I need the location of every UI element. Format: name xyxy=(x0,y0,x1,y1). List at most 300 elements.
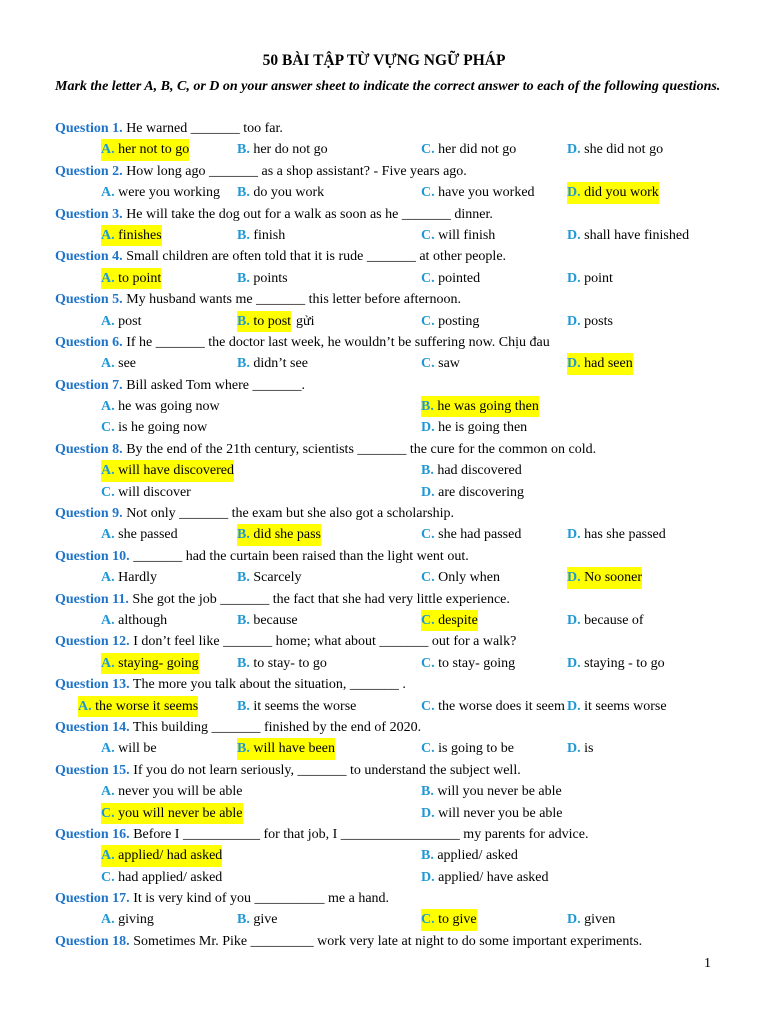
option-text: points xyxy=(249,270,288,286)
answer-option[interactable] xyxy=(237,311,291,332)
answer-option[interactable] xyxy=(237,610,298,631)
answer-option[interactable] xyxy=(101,311,141,332)
option-text: although xyxy=(114,612,168,628)
answer-option[interactable] xyxy=(237,139,328,160)
question-stem xyxy=(55,888,389,909)
question-line xyxy=(0,631,768,652)
option-letter: A. xyxy=(78,698,92,714)
question-text: She got the job _______ the fact that she had very little experience. xyxy=(128,591,510,607)
answer-option[interactable] xyxy=(567,139,663,160)
options-line xyxy=(0,653,768,674)
option-text: did she pass xyxy=(249,527,322,543)
answer-option[interactable] xyxy=(421,311,479,332)
answer-option[interactable] xyxy=(101,781,243,802)
answer-option[interactable] xyxy=(101,610,167,631)
option-letter: D. xyxy=(567,270,581,286)
option-text: she had passed xyxy=(434,527,522,543)
answer-option[interactable] xyxy=(421,225,495,246)
option-text: point xyxy=(580,270,613,286)
question-line xyxy=(0,717,768,738)
question-stem xyxy=(55,631,516,652)
options-line xyxy=(0,482,768,503)
question-stem xyxy=(55,824,588,845)
answer-option[interactable] xyxy=(237,567,302,588)
question-line xyxy=(0,375,768,396)
option-text: will never you be able xyxy=(434,805,563,821)
instructions: Mark the letter A, B, C, or D on your answer sheet to indicate the correct answer to each of the following questions. xyxy=(55,79,721,94)
question-label: Question 10. xyxy=(55,548,130,564)
answer-option[interactable] xyxy=(101,867,222,888)
answer-option[interactable] xyxy=(421,417,527,438)
answer-option[interactable] xyxy=(567,311,613,332)
option-letter: C. xyxy=(101,484,115,500)
option-text: post xyxy=(114,313,142,329)
answer-option[interactable] xyxy=(421,653,515,674)
option-letter: A. xyxy=(101,784,115,800)
question-text: He warned _______ too far. xyxy=(122,121,283,136)
question-line xyxy=(0,760,768,781)
option-letter: B. xyxy=(237,227,250,243)
question-line xyxy=(0,246,768,267)
question-text: By the end of the 21th century, scientists _______ the cure for the common on cold. xyxy=(122,441,597,457)
answer-option[interactable] xyxy=(101,353,136,374)
answer-option[interactable] xyxy=(567,909,615,930)
option-letter: A. xyxy=(101,313,115,329)
option-letter: A. xyxy=(101,741,115,757)
question-line xyxy=(0,931,768,952)
option-text: give xyxy=(249,912,278,928)
option-letter: C. xyxy=(421,612,435,628)
question-label: Question 3. xyxy=(55,206,123,222)
option-letter: C. xyxy=(101,869,115,885)
question-stem xyxy=(55,332,550,353)
answer-option[interactable] xyxy=(567,524,666,545)
option-text: staying- going xyxy=(114,655,199,671)
options-line xyxy=(0,182,768,203)
question-text: I don’t feel like _______ home; what about _______ out for a walk? xyxy=(129,634,517,650)
answer-option[interactable] xyxy=(421,867,549,888)
answer-option[interactable] xyxy=(101,182,220,203)
answer-option[interactable] xyxy=(101,225,162,246)
question-stem xyxy=(55,289,461,310)
option-text: applied/ had asked xyxy=(114,848,223,864)
answer-option[interactable] xyxy=(421,845,518,866)
option-text: will you never be able xyxy=(433,784,562,800)
option-letter: C. xyxy=(421,912,435,928)
options-line xyxy=(0,268,768,289)
question-text: How long ago _______ as a shop assistant? - Five years ago. xyxy=(122,163,467,179)
question-stem xyxy=(55,161,467,182)
option-text: applied/ asked xyxy=(433,848,518,864)
answer-option[interactable] xyxy=(101,653,199,674)
option-letter: A. xyxy=(101,570,115,586)
question-text: Bill asked Tom where _______. xyxy=(122,377,305,393)
option-text: her not to go xyxy=(114,142,190,158)
option-letter: D. xyxy=(421,484,435,500)
option-text: to point xyxy=(114,270,162,286)
option-text: Scarcely xyxy=(249,570,302,586)
option-text: had discovered xyxy=(433,463,522,479)
answer-option[interactable] xyxy=(567,268,613,289)
options-line xyxy=(0,803,768,824)
answer-option[interactable] xyxy=(421,353,460,374)
options-line xyxy=(0,417,768,438)
answer-option[interactable] xyxy=(421,567,500,588)
answer-option[interactable] xyxy=(101,845,222,866)
question-label: Question 9. xyxy=(55,506,123,522)
options-line xyxy=(0,738,768,759)
option-text: have you worked xyxy=(434,185,535,201)
question-label: Question 14. xyxy=(55,719,130,735)
option-letter: D. xyxy=(421,869,435,885)
option-letter: D. xyxy=(567,655,581,671)
answer-option[interactable] xyxy=(237,738,335,759)
option-text: will discover xyxy=(114,484,191,500)
option-letter: D. xyxy=(421,805,435,821)
answer-option[interactable] xyxy=(78,696,198,717)
option-text: are discovering xyxy=(434,484,525,500)
option-text: will be xyxy=(114,741,157,757)
answer-option[interactable] xyxy=(237,225,285,246)
option-letter: A. xyxy=(101,463,115,479)
option-text: Only when xyxy=(434,570,500,586)
option-letter: D. xyxy=(567,527,581,543)
option-letter: B. xyxy=(237,313,250,329)
answer-option[interactable] xyxy=(567,738,593,759)
option-text: posting xyxy=(434,313,480,329)
option-text: to stay- going xyxy=(434,655,516,671)
answer-option[interactable] xyxy=(237,524,321,545)
question-stem xyxy=(55,546,469,567)
option-letter: B. xyxy=(237,698,250,714)
answer-option[interactable] xyxy=(567,353,633,374)
option-text: giving xyxy=(114,912,154,928)
option-text: applied/ have asked xyxy=(434,869,549,885)
question-stem xyxy=(55,375,305,396)
option-text: her did not go xyxy=(434,142,517,158)
question-line xyxy=(0,503,768,524)
answer-option[interactable] xyxy=(101,738,157,759)
answer-option[interactable] xyxy=(421,909,477,930)
options-line xyxy=(0,867,768,888)
question-stem xyxy=(55,246,506,267)
options-line xyxy=(0,696,768,717)
answer-option[interactable] xyxy=(421,696,565,717)
option-letter: C. xyxy=(421,655,435,671)
option-text: had applied/ asked xyxy=(114,869,223,885)
question-line xyxy=(0,439,768,460)
question-stem xyxy=(55,589,510,610)
answer-option[interactable] xyxy=(567,182,659,203)
question-stem xyxy=(55,717,421,738)
question-label: Question 18. xyxy=(55,933,130,949)
option-text: Hardly xyxy=(114,570,158,586)
answer-option[interactable] xyxy=(421,460,522,481)
option-letter: A. xyxy=(101,227,115,243)
options-line xyxy=(0,524,768,545)
question-label: Question 5. xyxy=(55,292,123,308)
answer-option[interactable] xyxy=(567,567,642,588)
question-line xyxy=(0,332,768,353)
option-letter: B. xyxy=(237,655,250,671)
option-letter: D. xyxy=(421,420,435,436)
option-text: because of xyxy=(580,612,644,628)
option-text: had seen xyxy=(580,356,633,372)
answer-option[interactable] xyxy=(567,696,667,717)
option-letter: D. xyxy=(567,227,581,243)
question-label: Question 15. xyxy=(55,762,130,778)
question-text: If he _______ the doctor last week, he wouldn’t be suffering now. Chịu đau xyxy=(122,334,550,350)
answer-option[interactable] xyxy=(567,610,644,631)
option-text: to post xyxy=(249,313,292,329)
option-text: it seems the worse xyxy=(249,698,357,714)
question-stem xyxy=(55,439,596,460)
answer-option[interactable] xyxy=(101,460,234,481)
option-letter: C. xyxy=(101,805,115,821)
option-text: never you will be able xyxy=(114,784,243,800)
question-label: Question 6. xyxy=(55,334,123,350)
options-line xyxy=(0,909,768,930)
question-text: He will take the dog out for a walk as soon as he _______ dinner. xyxy=(122,206,493,222)
option-text: he was going then xyxy=(433,399,539,415)
option-letter: C. xyxy=(421,313,435,329)
answer-option[interactable] xyxy=(421,524,521,545)
option-text: she did not go xyxy=(580,142,664,158)
options-line xyxy=(0,845,768,866)
option-note: gửi xyxy=(296,313,315,329)
option-letter: D. xyxy=(567,356,581,372)
option-text: do you work xyxy=(249,185,325,201)
option-letter: D. xyxy=(567,313,581,329)
question-text: It is very kind of you __________ me a hand. xyxy=(129,891,390,907)
question-line xyxy=(0,546,768,567)
option-letter: B. xyxy=(237,527,250,543)
option-letter: B. xyxy=(237,270,250,286)
answer-option[interactable] xyxy=(237,182,324,203)
option-letter: C. xyxy=(421,356,435,372)
answer-option[interactable] xyxy=(237,268,288,289)
answer-option[interactable] xyxy=(101,482,191,503)
option-letter: C. xyxy=(421,741,435,757)
answer-option[interactable] xyxy=(237,909,277,930)
question-stem xyxy=(55,503,454,524)
answer-option[interactable] xyxy=(421,781,562,802)
question-label: Question 7. xyxy=(55,377,123,393)
option-text: is he going now xyxy=(114,420,208,436)
option-letter: A. xyxy=(101,185,115,201)
question-text: Before I ___________ for that job, I _________________ my parents for advice. xyxy=(129,826,589,842)
option-letter: B. xyxy=(421,848,434,864)
option-letter: C. xyxy=(421,527,435,543)
options-line xyxy=(0,781,768,802)
option-text: will have been xyxy=(249,741,335,757)
option-text: to give xyxy=(434,912,477,928)
option-text: has she passed xyxy=(580,527,666,543)
option-letter: A. xyxy=(101,527,115,543)
answer-option[interactable] xyxy=(101,139,189,160)
option-text: to stay- to go xyxy=(249,655,327,671)
answer-option[interactable] xyxy=(567,225,689,246)
option-letter: B. xyxy=(237,142,250,158)
option-letter: D. xyxy=(567,698,581,714)
options-line xyxy=(0,396,768,417)
option-letter: B. xyxy=(237,570,250,586)
options-line xyxy=(0,311,768,332)
option-letter: A. xyxy=(101,399,115,415)
answer-option[interactable] xyxy=(421,610,478,631)
option-letter: C. xyxy=(421,142,435,158)
option-letter: B. xyxy=(237,741,250,757)
option-text: is xyxy=(580,741,594,757)
option-text: the worse it seems xyxy=(91,698,199,714)
option-letter: A. xyxy=(101,912,115,928)
question-line xyxy=(0,289,768,310)
question-text: Small children are often told that it is rude _______ at other people. xyxy=(122,249,507,265)
option-text: is going to be xyxy=(434,741,514,757)
options-line xyxy=(0,139,768,160)
option-text: posts xyxy=(580,313,613,329)
option-letter: A. xyxy=(101,848,115,864)
answer-option[interactable] xyxy=(421,482,524,503)
option-text: you will never be able xyxy=(114,805,243,821)
question-label: Question 2. xyxy=(55,163,123,179)
answer-option[interactable] xyxy=(421,396,539,417)
question-line xyxy=(0,161,768,182)
question-text: The more you talk about the situation, _______ . xyxy=(129,677,406,693)
option-text: he was going now xyxy=(114,399,220,415)
answer-option[interactable] xyxy=(101,567,157,588)
option-text: her do not go xyxy=(249,142,328,158)
option-letter: B. xyxy=(421,463,434,479)
page-title: 50 BÀI TẬP TỪ VỰNG NGỮ PHÁP xyxy=(262,52,506,69)
options-line xyxy=(0,567,768,588)
answer-option[interactable] xyxy=(421,182,535,203)
question-text: If you do not learn seriously, _______ to understand the subject well. xyxy=(129,762,521,778)
option-letter: C. xyxy=(421,227,435,243)
question-stem xyxy=(55,931,642,952)
answer-option[interactable] xyxy=(237,353,308,374)
option-letter: C. xyxy=(421,570,435,586)
option-text: she passed xyxy=(114,527,178,543)
question-label: Question 17. xyxy=(55,891,130,907)
question-line xyxy=(0,204,768,225)
option-letter: C. xyxy=(421,698,435,714)
option-text: did you work xyxy=(580,185,659,201)
option-text: will have discovered xyxy=(114,463,234,479)
option-letter: D. xyxy=(567,185,581,201)
question-text: _______ had the curtain been raised than the light went out. xyxy=(129,548,469,564)
question-label: Question 11. xyxy=(55,591,129,607)
answer-option[interactable] xyxy=(421,139,516,160)
option-letter: C. xyxy=(421,185,435,201)
answer-option[interactable] xyxy=(421,268,480,289)
option-text: didn’t see xyxy=(249,356,308,372)
options-line xyxy=(0,460,768,481)
option-letter: A. xyxy=(101,612,115,628)
answer-option[interactable] xyxy=(101,803,243,824)
option-text: despite xyxy=(434,612,478,628)
option-text: given xyxy=(580,912,616,928)
question-label: Question 13. xyxy=(55,677,130,693)
option-letter: A. xyxy=(101,356,115,372)
option-letter: A. xyxy=(101,142,115,158)
question-text: Not only _______ the exam but she also got a scholarship. xyxy=(122,506,454,522)
option-letter: B. xyxy=(237,185,250,201)
question-stem xyxy=(55,674,406,695)
question-text: Sometimes Mr. Pike _________ work very late at night to do some important experiments. xyxy=(129,933,643,949)
question-label: Question 8. xyxy=(55,441,123,457)
option-text: the worse does it seem xyxy=(434,698,565,714)
question-list xyxy=(0,118,768,952)
option-letter: D. xyxy=(567,570,581,586)
question-line xyxy=(0,824,768,845)
question-label: Question 16. xyxy=(55,826,130,842)
option-text: finishes xyxy=(114,227,162,243)
answer-option[interactable] xyxy=(101,396,220,417)
option-letter: B. xyxy=(237,356,250,372)
question-label: Question 4. xyxy=(55,249,123,265)
answer-option[interactable] xyxy=(101,909,154,930)
option-text: No sooner xyxy=(580,570,643,586)
question-stem xyxy=(55,118,283,139)
option-text: staying - to go xyxy=(580,655,665,671)
options-line xyxy=(0,610,768,631)
option-letter: A. xyxy=(101,655,115,671)
option-letter: D. xyxy=(567,741,581,757)
option-text: will finish xyxy=(434,227,496,243)
option-text: saw xyxy=(434,356,460,372)
option-letter: B. xyxy=(237,612,250,628)
question-line xyxy=(0,888,768,909)
option-letter: D. xyxy=(567,612,581,628)
question-text: This building _______ finished by the end of 2020. xyxy=(129,719,422,735)
answer-option[interactable] xyxy=(101,268,161,289)
answer-option[interactable] xyxy=(567,653,665,674)
question-line xyxy=(0,674,768,695)
answer-option[interactable] xyxy=(237,696,356,717)
option-text: because xyxy=(249,612,298,628)
question-line xyxy=(0,118,768,139)
question-stem xyxy=(55,204,493,225)
question-label: Question 1. xyxy=(55,121,123,136)
option-letter: A. xyxy=(101,270,115,286)
options-line xyxy=(0,353,768,374)
answer-option[interactable] xyxy=(101,417,207,438)
question-line xyxy=(0,589,768,610)
question-text: My husband wants me _______ this letter before afternoon. xyxy=(122,292,461,308)
option-text: were you working xyxy=(114,185,220,201)
option-text: it seems worse xyxy=(580,698,667,714)
question-stem xyxy=(55,760,521,781)
options-line xyxy=(0,225,768,246)
question-label: Question 12. xyxy=(55,634,130,650)
option-letter: C. xyxy=(421,270,435,286)
option-letter: D. xyxy=(567,912,581,928)
answer-option[interactable] xyxy=(101,524,178,545)
option-letter: B. xyxy=(237,912,250,928)
page-number: 1 xyxy=(704,956,711,971)
option-letter: D. xyxy=(567,142,581,158)
option-letter: B. xyxy=(421,784,434,800)
answer-option[interactable] xyxy=(421,738,514,759)
option-text: pointed xyxy=(434,270,481,286)
option-text: finish xyxy=(249,227,286,243)
answer-option[interactable] xyxy=(421,803,563,824)
option-text: shall have finished xyxy=(580,227,690,243)
option-text: see xyxy=(114,356,137,372)
answer-option[interactable] xyxy=(237,653,327,674)
option-text: he is going then xyxy=(434,420,528,436)
